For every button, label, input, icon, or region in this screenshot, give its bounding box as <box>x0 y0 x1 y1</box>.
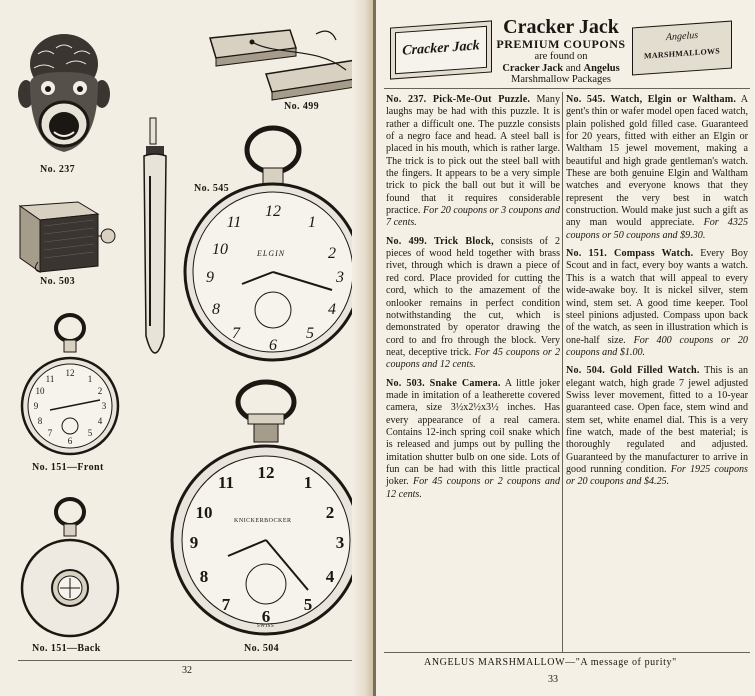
svg-text:10: 10 <box>195 503 213 522</box>
watch-504-illustration <box>168 378 364 642</box>
svg-text:7: 7 <box>47 428 53 438</box>
left-column <box>386 94 560 507</box>
svg-text:4: 4 <box>325 567 335 586</box>
item-price: For 4325 coupons or 50 coupons and $9.30. <box>566 217 748 241</box>
caption-no-151-front: No. 151—Front <box>32 462 104 473</box>
svg-text:3: 3 <box>336 269 344 286</box>
svg-text:6: 6 <box>269 337 277 354</box>
svg-text:6: 6 <box>67 436 73 446</box>
item-description: A gent's thin or wafer model open faced watch, plain polished gold filled case. Guaranteed for 20 years, fitted with either an Elgin or Waltham 15 jewel movement, making a beautiful and high grade gentleman's watch. These are both genuine Elgin and Waltham watches and everyone knows that they represent the very best in watch construction. Would make just such a gift as any man would appreciate. <box>566 94 748 229</box>
svg-text:12: 12 <box>65 368 75 378</box>
item-price: For 45 coupons or 2 coupons and 12 cents. <box>386 346 560 371</box>
right-column <box>566 94 748 495</box>
caption-no-503: No. 503 <box>40 276 76 287</box>
banner-line2: Cracker Jack and Angelus <box>502 62 620 74</box>
catalog-item <box>566 94 748 242</box>
svg-text:2: 2 <box>97 386 103 396</box>
right-page-number: 33 <box>548 674 558 685</box>
watch-545-illustration <box>182 124 364 364</box>
svg-text:8: 8 <box>212 301 220 318</box>
svg-text:12: 12 <box>257 463 275 482</box>
svg-text:8: 8 <box>199 567 209 586</box>
catalog-item <box>386 378 560 501</box>
catalog-item <box>386 94 560 230</box>
item-heading: No. 151. Compass Watch. <box>566 248 694 260</box>
caption-no-151-back: No. 151—Back <box>32 643 101 654</box>
svg-text:4: 4 <box>97 416 103 426</box>
banner-title: Cracker Jack <box>503 16 619 38</box>
catalog-item <box>566 248 748 359</box>
item-heading: No. 545. Watch, Elgin or Waltham. <box>566 94 737 105</box>
column-separator <box>562 92 563 652</box>
catalog-item <box>386 236 560 372</box>
box-left-label: Cracker Jack <box>402 38 480 59</box>
item-description: consists of 2 pieces of wood held together with brass rivet, through which is drawn a piece of red cord. Place provided for cutting the cord, which to the amazement of the onlooker remains in perfect condition notwithstanding the cut, which is demonstrated by operator drawing the cord to and fro through the block. Very neat, deceptive trick. <box>386 235 560 358</box>
banner-line1: are found on <box>534 51 588 63</box>
item-description: A little joker made in imitation of a leatherette covered camera, size 3½x2½x3½ inches. Has every appearance of a real camera. Contains 12-inch spring coil snake which is released and jumps out by pulling the imitation shutter bulb on one side. Lots of fun can be had with this little practical joker. <box>386 377 560 488</box>
svg-text:10: 10 <box>35 386 45 396</box>
compass-watch-front-illustration <box>20 312 120 458</box>
item-price: For 1925 coupons or 20 coupons and $4.25. <box>566 463 748 488</box>
svg-text:1: 1 <box>308 214 316 231</box>
caption-no-237: No. 237 <box>40 164 76 175</box>
svg-text:12: 12 <box>265 203 281 220</box>
marshmallow-box <box>632 21 732 76</box>
left-page <box>0 0 373 696</box>
svg-text:6: 6 <box>261 607 271 626</box>
watch-504-brand: KNICKERBOCKER <box>234 518 292 524</box>
header-rule <box>384 88 750 89</box>
item-price: For 45 coupons or 2 coupons and 12 cents. <box>386 476 560 500</box>
left-page-rule <box>18 660 358 661</box>
compass-watch-back-illustration <box>20 496 120 640</box>
right-page-rule <box>384 652 750 653</box>
caption-no-504: No. 504 <box>244 643 280 654</box>
svg-text:7: 7 <box>221 595 231 614</box>
cracker-jack-box <box>390 20 492 79</box>
item-description: Every Boy Scout and in fact, every boy wants a watch. This is a watch that will appeal to every wide-awake boy. It is nickel silver, stem wind, stem set. A good time keeper. Tool steel pinions adjusted. Compass upon back of the watch, as seen in illustration which is one-half size. <box>566 248 748 346</box>
svg-text:1: 1 <box>303 473 313 492</box>
svg-text:5: 5 <box>87 428 93 438</box>
svg-text:9: 9 <box>206 269 214 286</box>
item-heading: No. 503. Snake Camera. <box>386 377 501 389</box>
item-price: For 20 coupons or 3 coupons and 7 cents. <box>386 205 560 229</box>
left-page-number: 32 <box>182 665 192 676</box>
svg-text:3: 3 <box>335 533 345 552</box>
svg-text:2: 2 <box>328 245 336 262</box>
svg-text:1: 1 <box>87 374 93 384</box>
svg-text:7: 7 <box>232 325 240 342</box>
banner-line3: Marshmallow Packages <box>510 74 612 86</box>
pencil-illustration <box>140 116 170 374</box>
svg-text:11: 11 <box>226 214 242 231</box>
box-right-label: MARSHMALLOWS <box>643 46 721 61</box>
svg-text:5: 5 <box>306 325 314 342</box>
page-footer: ANGELUS MARSHMALLOW—"A message of purity" <box>424 657 677 668</box>
svg-text:8: 8 <box>37 416 43 426</box>
item-heading: No. 504. Gold Filled Watch. <box>566 365 700 377</box>
torn-edge <box>352 0 374 696</box>
puzzle-face-illustration <box>16 24 112 162</box>
svg-text:4: 4 <box>328 301 336 318</box>
svg-text:3: 3 <box>101 401 107 411</box>
svg-text:2: 2 <box>325 503 335 522</box>
watch-545-brand: ELGIN <box>257 249 286 258</box>
box-right-brand: Angelus <box>665 29 699 44</box>
watch-504-country: SWISS <box>257 624 275 629</box>
catalog-item <box>566 365 748 488</box>
item-description: Many laughs may be had with this puzzle. It is rather a difficult one. The puzzle consists of a negro face and head. A steel ball is placed in his mouth, which is rather large. The trick is to pick out the steel ball with the fingers. It appears to be a very simple trick to pick the ball out but it will be found that it requires considerable practice. <box>386 94 560 217</box>
svg-text:11: 11 <box>45 374 55 384</box>
item-heading: No. 237. Pick-Me-Out Puzzle. <box>386 94 531 105</box>
svg-text:11: 11 <box>217 473 235 492</box>
svg-text:5: 5 <box>303 595 313 614</box>
snake-camera-illustration <box>18 196 120 274</box>
caption-no-545: No. 545 <box>194 183 230 194</box>
caption-no-499: No. 499 <box>284 101 320 112</box>
svg-text:9: 9 <box>189 533 199 552</box>
right-page <box>376 0 755 696</box>
item-heading: No. 499. Trick Block, <box>386 235 494 247</box>
svg-text:9: 9 <box>33 401 39 411</box>
item-price: For 400 coupons or 20 coupons and $1.00. <box>566 334 748 358</box>
svg-text:10: 10 <box>212 241 228 258</box>
premium-banner <box>495 16 627 86</box>
trick-block-illustration <box>206 26 366 102</box>
banner-subtitle: PREMIUM COUPONS <box>496 37 626 51</box>
item-description: This is an elegant watch, high grade 7 jewel adjusted Swiss lever movement, fitted to a 10-year guaranteed case. Open face, stem wind and stem set, white enamel dial. This is a very fine watch, made of the best material; is thoroughly regulated and adjusted. Guaranteed by the manufacturer to arrive in good running condition. <box>566 365 749 475</box>
